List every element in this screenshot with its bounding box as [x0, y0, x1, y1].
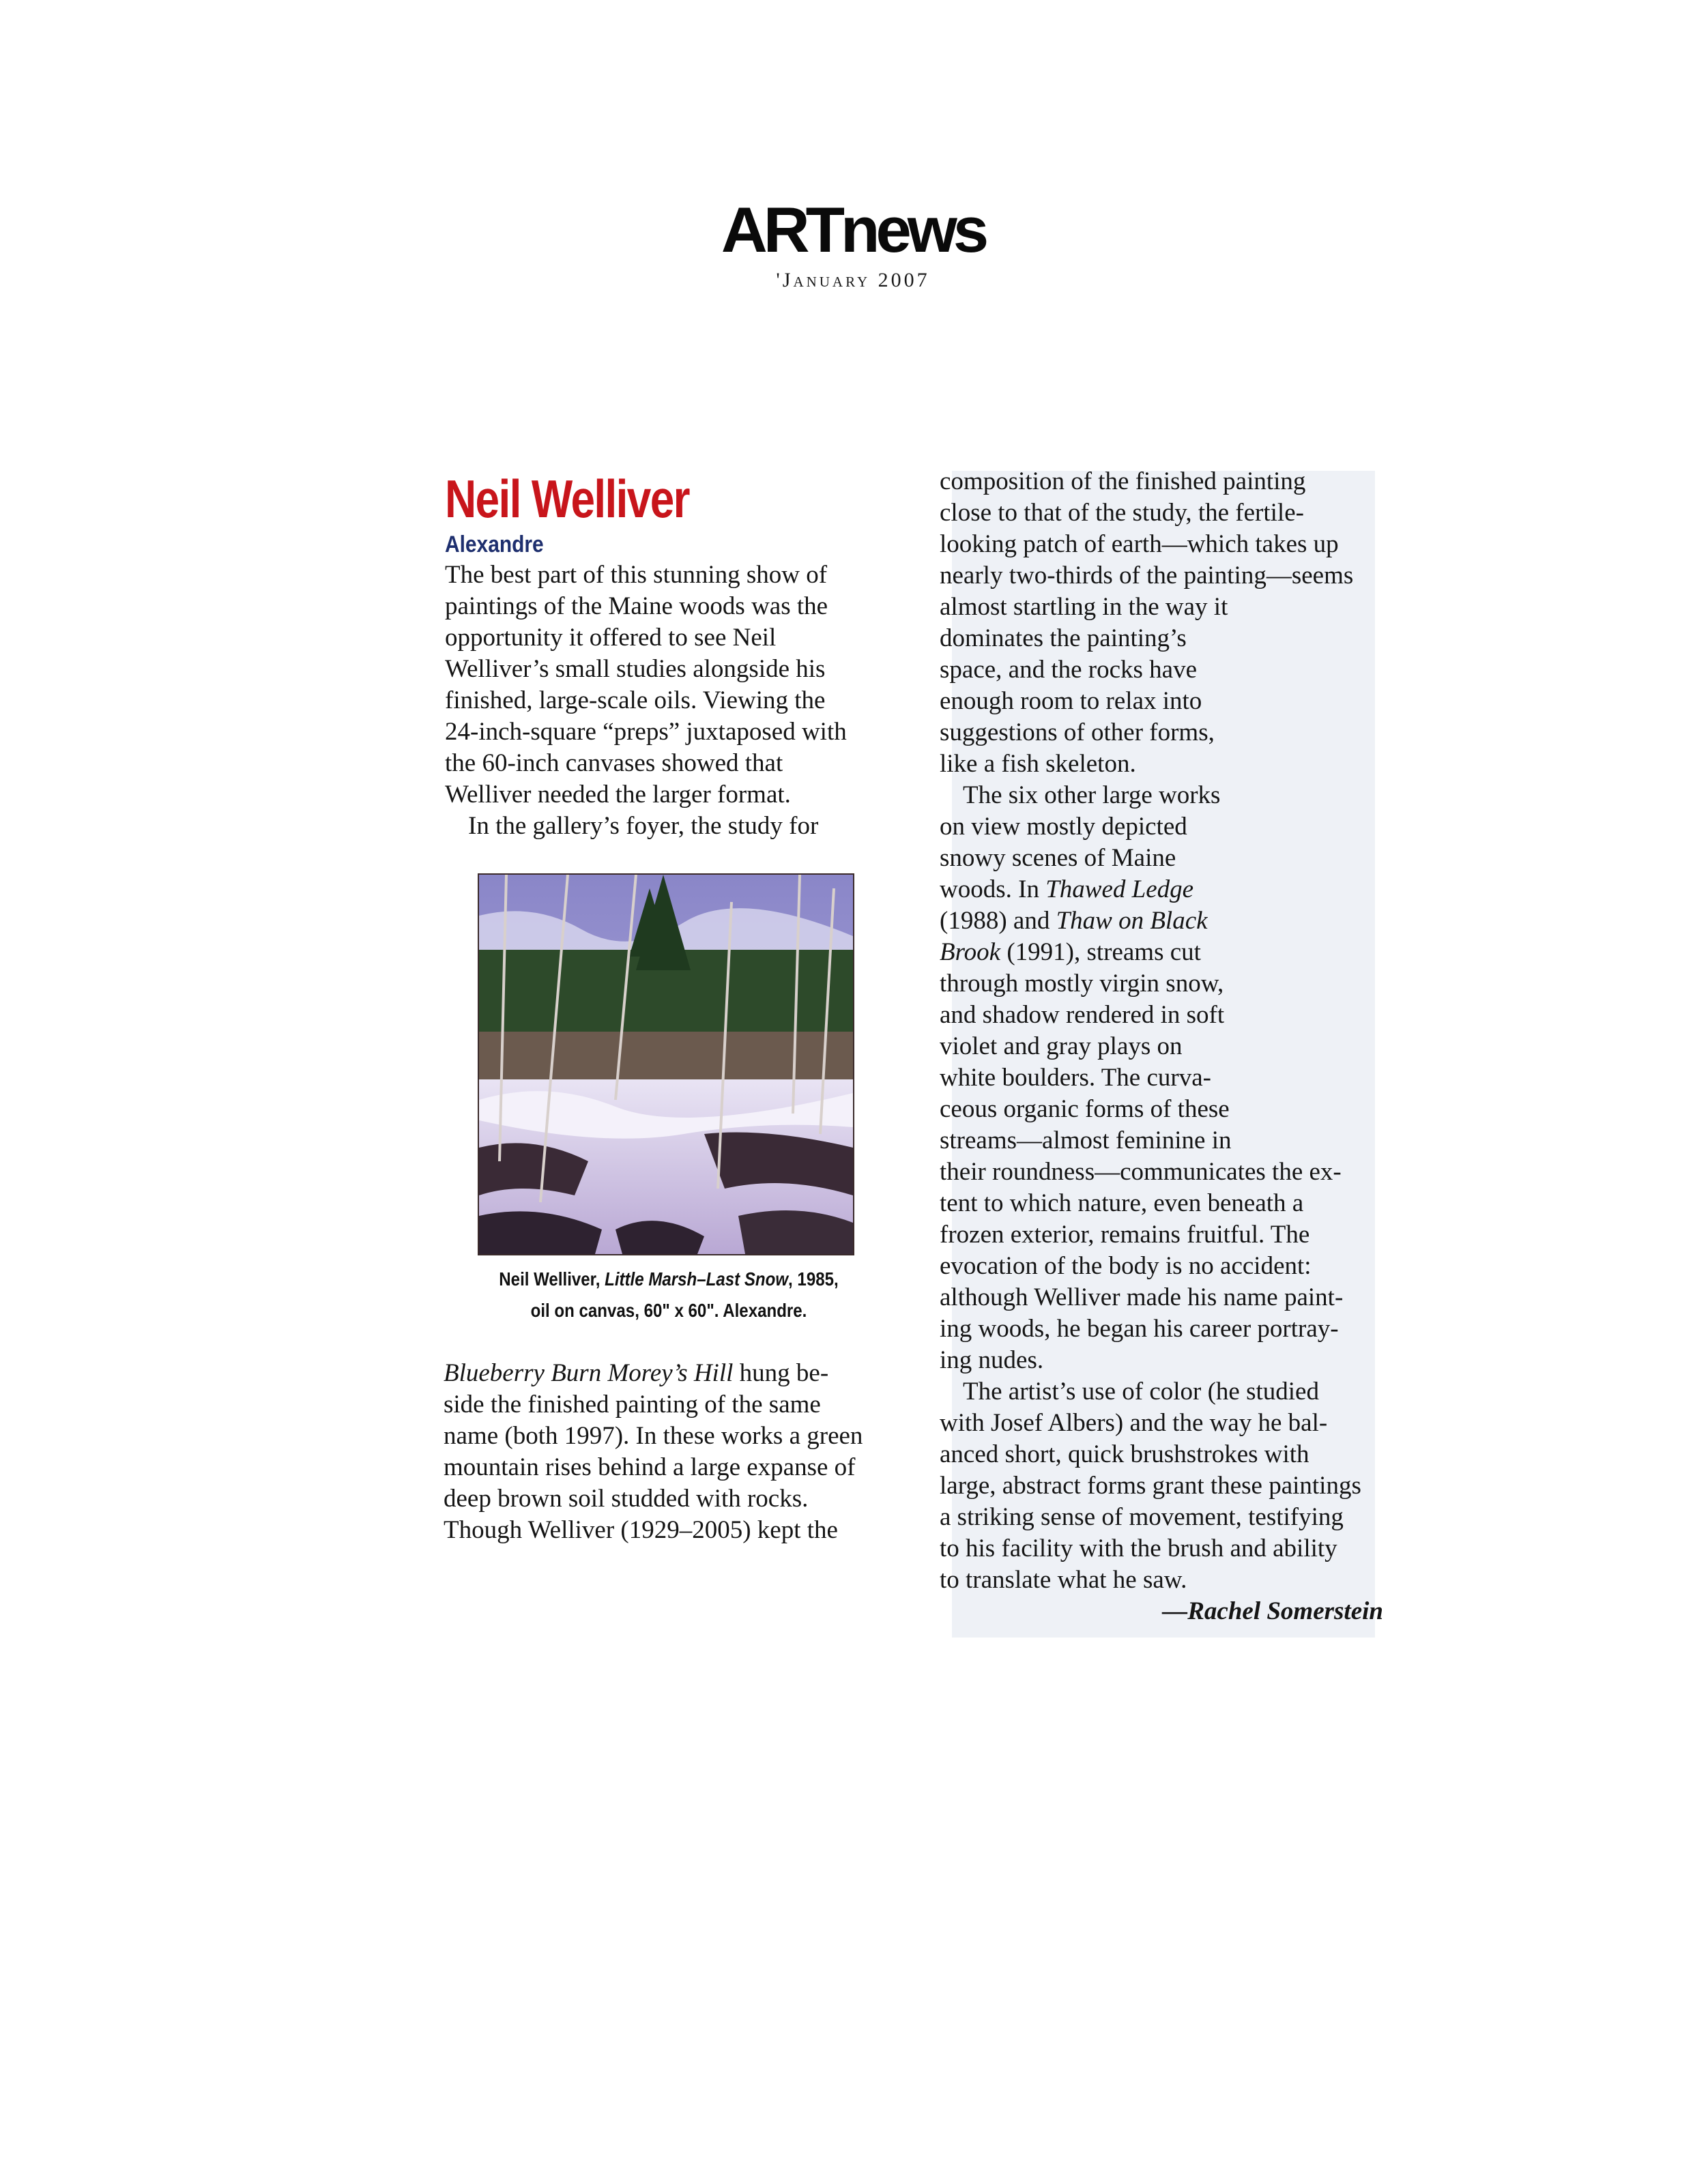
text-line: snowy scenes of Maine — [940, 844, 1176, 872]
text-line: a striking sense of movement, testifying — [940, 1503, 1344, 1531]
text-line: Blueberry Burn Morey’s Hill hung be- — [444, 1359, 829, 1387]
text-line: dominates the painting’s — [940, 624, 1187, 652]
text-line: ing woods, he began his career portray- — [940, 1315, 1339, 1343]
left-column-continued — [444, 1358, 863, 1546]
text-line: evocation of the body is no accident: — [940, 1252, 1312, 1280]
text-line: looking patch of earth—which takes up — [940, 530, 1339, 558]
text-line: mountain rises behind a large expanse of — [444, 1453, 856, 1481]
text-line: finished, large-scale oils. Viewing the — [445, 686, 826, 714]
text-line: paintings of the Maine woods was the — [445, 592, 828, 620]
text-line: Welliver’s small studies alongside his — [445, 655, 826, 683]
right-column — [940, 466, 1383, 1627]
right-paragraph-1 — [940, 466, 1383, 780]
text-line: like a fish skeleton. — [940, 750, 1136, 778]
left-paragraph-3 — [444, 1389, 863, 1546]
text-line: enough room to relax into — [940, 687, 1202, 715]
text-line: anced short, quick brushstrokes with — [940, 1440, 1309, 1468]
text-line: name (both 1997). In these works a green — [444, 1422, 863, 1450]
text-line: opportunity it offered to see Neil — [445, 624, 777, 652]
text-line: their roundness—communicates the ex- — [940, 1158, 1342, 1186]
text-line: 24-inch-square “preps” juxtaposed with — [445, 718, 847, 746]
right-paragraph-3 — [940, 1408, 1383, 1596]
text-line: white boulders. The curva- — [940, 1064, 1211, 1092]
right-paragraph-2 — [940, 968, 1383, 1376]
text-line: streams—almost feminine in — [940, 1126, 1232, 1154]
text-line: (1988) and Thaw on Black — [940, 907, 1208, 935]
left-paragraph-1 — [445, 559, 882, 811]
text-line: violet and gray plays on — [940, 1032, 1183, 1060]
text-line: suggestions of other forms, — [940, 718, 1215, 746]
text-line: on view mostly depicted — [940, 813, 1187, 841]
masthead — [682, 194, 1024, 292]
text-line: Welliver needed the larger format. — [445, 781, 791, 809]
caption-line-2: oil on canvas, 60" x 60". Alexandre. — [530, 1300, 807, 1321]
text-line: The best part of this stunning show of — [445, 561, 828, 589]
text-line: close to that of the study, the fertile- — [940, 499, 1304, 527]
text-line: Brook (1991), streams cut — [940, 938, 1201, 966]
text-line: Though Welliver (1929–2005) kept the — [444, 1516, 838, 1544]
text-line: The artist’s use of color (he studied — [963, 1378, 1319, 1406]
text-line: deep brown soil studded with rocks. — [444, 1485, 809, 1513]
text-line: tent to which nature, even beneath a — [940, 1189, 1304, 1217]
text-line: to translate what he saw. — [940, 1566, 1187, 1594]
gallery-name: Alexandre — [445, 532, 544, 557]
left-column — [445, 471, 882, 842]
caption-line-1: Neil Welliver, Little Marsh–Last Snow, 1985, — [499, 1268, 839, 1290]
text-line: although Welliver made his name paint- — [940, 1283, 1344, 1311]
article-title: Neil Welliver — [445, 469, 689, 529]
left-paragraph-2-start: In the gallery’s foyer, the study for — [468, 812, 819, 840]
text-line: ceous organic forms of these — [940, 1095, 1230, 1123]
author-byline: —Rachel Somerstein — [1162, 1597, 1383, 1625]
text-line: large, abstract forms grant these paintings — [940, 1472, 1361, 1500]
text-line: almost startling in the way it — [940, 593, 1228, 621]
text-line: ing nudes. — [940, 1346, 1044, 1374]
text-line: to his facility with the brush and ability — [940, 1534, 1337, 1562]
text-line: nearly two-thirds of the painting—seems — [940, 562, 1354, 590]
image-caption — [481, 1264, 856, 1326]
artnews-logo: ARTnews — [721, 194, 985, 265]
text-line: frozen exterior, remains fruitful. The — [940, 1221, 1310, 1249]
text-line: space, and the rocks have — [940, 656, 1198, 684]
text-line: the 60-inch canvases showed that — [445, 749, 783, 777]
caption-work-title: Little Marsh–Last Snow — [605, 1268, 789, 1290]
marsh-painting-illustration — [479, 875, 853, 1254]
issue-date: 'January 2007 — [776, 269, 930, 291]
text-line: with Josef Albers) and the way he bal- — [940, 1409, 1328, 1437]
text-line: side the finished painting of the same — [444, 1391, 821, 1419]
painting-image — [478, 873, 854, 1255]
text-line: The six other large works — [963, 781, 1221, 809]
text-line: and shadow rendered in soft — [940, 1001, 1225, 1029]
text-line: woods. In Thawed Ledge — [940, 875, 1194, 903]
text-line: composition of the finished painting — [940, 467, 1306, 495]
text-line: through mostly virgin snow, — [940, 970, 1224, 998]
